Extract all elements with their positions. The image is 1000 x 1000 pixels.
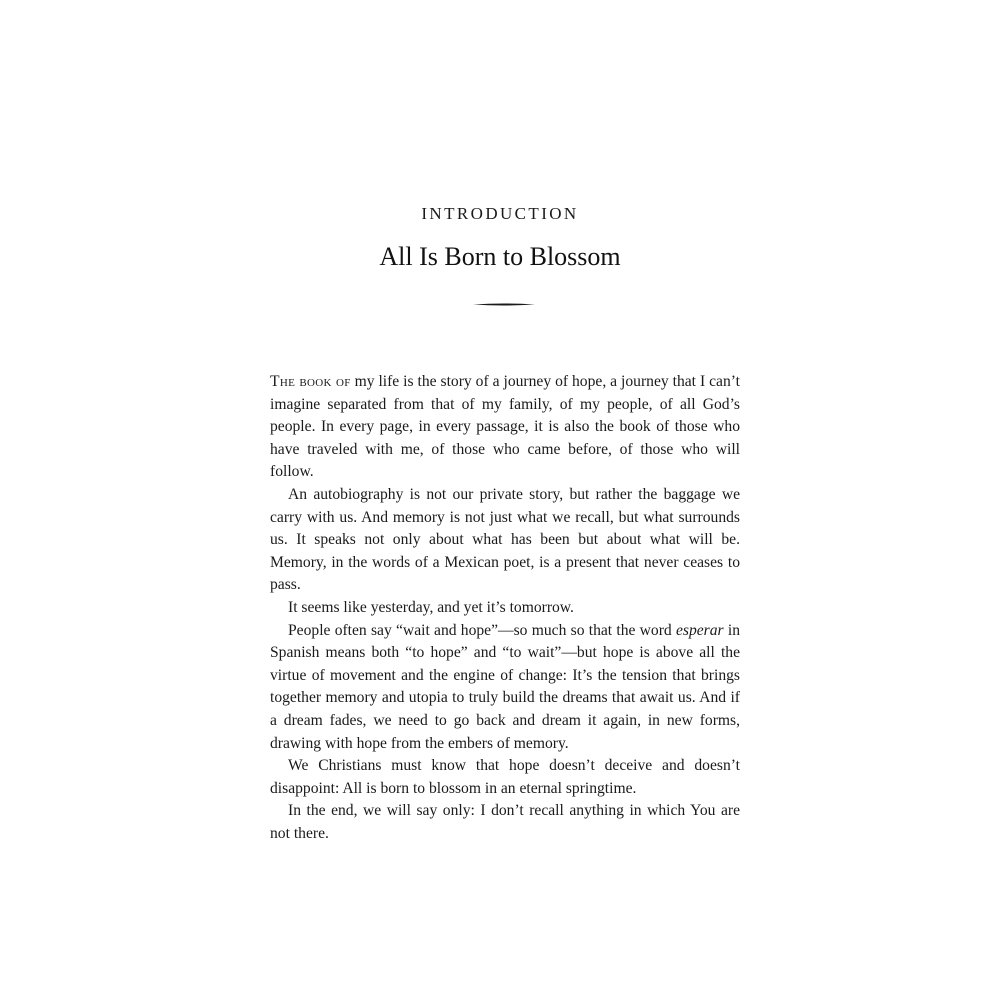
chapter-label: INTRODUCTION <box>421 204 579 223</box>
body-text <box>270 371 740 845</box>
opening-small-caps: The book of <box>270 373 351 390</box>
italic-word: esperar <box>675 621 724 639</box>
paragraph-3: It seems like yesterday, and yet it’s tomorrow. <box>288 598 574 616</box>
paragraph-2: An autobiography is not our private story, but rather the baggage we carry with us. And memory is not just what we recall, but what surrounds us. It speaks not only about what has been but about what will be. Memory, in the words of a Mexican poet, is a present that never ceases to pass. <box>270 485 740 594</box>
chapter-title: All Is Born to Blossom <box>379 242 621 271</box>
paragraph-6: In the end, we will say only: I don’t recall anything in which You are not there. <box>270 802 740 842</box>
paragraph-4 <box>270 620 740 756</box>
paragraph-1-text: my life is the story of a journey of hope, a journey that I can’t imagine separated from that of my family, of my people, of all God’s people. In every page, in every passage, it is also the book of those who have traveled with me, of those who came before, of those who will follow. <box>270 373 740 481</box>
paragraph-5: We Christians must know that hope doesn’t deceive and doesn’t disappoint: All is born to blossom in an eternal springtime. <box>270 757 740 797</box>
ornament-divider <box>473 303 535 306</box>
paragraph-1 <box>270 371 740 484</box>
paragraph-4-text-b: in Spanish means both “to hope” and “to wait”—but hope is above all the virtue of movement and the engine of change: It’s the tension that brings together memory and utopia to truly build the dreams that await us. And if a dream fades, we need to go back and dream it again, in new forms, drawing with hope from the embers of memory. <box>270 621 741 752</box>
paragraph-4-text-a: People often say “wait and hope”—so much so that the word <box>288 621 676 639</box>
